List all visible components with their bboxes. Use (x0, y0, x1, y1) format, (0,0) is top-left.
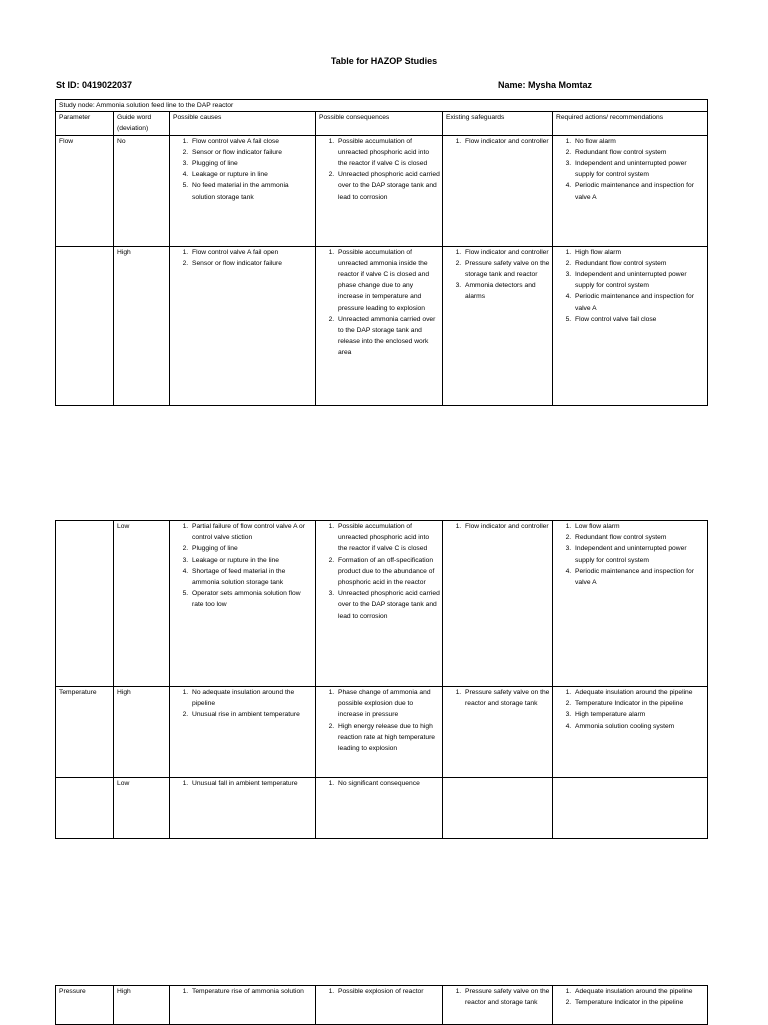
safeguards-cell (443, 135, 553, 246)
actions-list (556, 687, 705, 732)
list-item: 1. Adequate insulation around the pipeline (573, 687, 705, 698)
actions-cell (553, 246, 708, 405)
list-item: 2. Unreacted phosphoric acid carried over to the DAP storage tank and lead to corrosion (336, 169, 440, 203)
causes-cell (170, 687, 316, 778)
list-item: 3. High temperature alarm (573, 709, 705, 720)
safeguards-list (446, 136, 550, 147)
list-item: 3. Leakage or rupture in the line (190, 555, 313, 566)
list-item: 5. Flow control valve fail close (573, 314, 705, 325)
list-item: 2. Redundant flow control system (573, 147, 705, 158)
actions-cell (553, 521, 708, 687)
causes-cell (170, 986, 316, 1025)
list-item: 3. Plugging of line (190, 158, 313, 169)
parameter-cell (56, 521, 114, 687)
consequences-cell (316, 687, 443, 778)
list-item: 2. Unusual rise in ambient temperature (190, 709, 313, 720)
guide-word-cell: No (114, 135, 170, 246)
hazop-table-flow (55, 99, 708, 406)
column-header-guide-word: Guide word (deviation) (114, 112, 170, 135)
guide-word-cell: High (114, 246, 170, 405)
hazop-table-pressure (55, 985, 708, 1025)
list-item: 4. Leakage or rupture in line (190, 169, 313, 180)
table-row (56, 521, 708, 687)
safeguards-list (446, 521, 550, 532)
list-item: 1. Pressure safety valve on the reactor and storage tank (463, 687, 550, 709)
list-item: 2. Formation of an off-specification product due to the abundance of phosphoric acid in the reactor (336, 555, 440, 589)
causes-list (173, 136, 313, 203)
consequences-cell (316, 778, 443, 839)
consequences-list (319, 687, 440, 754)
table-row (56, 778, 708, 839)
list-item: 1. Possible accumulation of unreacted phosphoric acid into the reactor if valve C is closed (336, 521, 440, 555)
guide-word-cell: High (114, 986, 170, 1025)
consequences-cell (316, 135, 443, 246)
list-item: 2. Pressure safety valve on the storage tank and reactor (463, 258, 550, 280)
list-item: 1. Possible explosion of reactor (336, 986, 440, 997)
consequences-list (319, 136, 440, 203)
list-item: 2. Temperature Indicator in the pipeline (573, 997, 705, 1008)
causes-cell (170, 521, 316, 687)
list-item: 2. Plugging of line (190, 543, 313, 554)
safeguards-list (446, 687, 550, 709)
study-node-cell: Study node: Ammonia solution feed line to the DAP reactor (56, 100, 708, 112)
parameter-cell (56, 778, 114, 839)
list-item: 1. High flow alarm (573, 247, 705, 258)
consequences-list (319, 247, 440, 359)
parameter-cell (56, 246, 114, 405)
list-item: 1. Flow indicator and controller (463, 521, 550, 532)
list-item: 2. Redundant flow control system (573, 258, 705, 269)
column-header-safeguards: Existing safeguards (443, 112, 553, 135)
list-item: 2. Sensor or flow indicator failure (190, 147, 313, 158)
guide-word-cell: Low (114, 778, 170, 839)
document-title: Table for HAZOP Studies (330, 56, 438, 66)
list-item: 1. Flow control valve A fail open (190, 247, 313, 258)
list-item: 4. Periodic maintenance and inspection for valve A (573, 566, 705, 588)
causes-cell (170, 135, 316, 246)
table-row (56, 687, 708, 778)
safeguards-cell (443, 986, 553, 1025)
list-item: 2. Redundant flow control system (573, 532, 705, 543)
list-item: 2. Sensor or flow indicator failure (190, 258, 313, 269)
safeguards-list (446, 247, 550, 303)
consequences-cell (316, 246, 443, 405)
list-item: 1. Partial failure of flow control valve A or control valve stiction (190, 521, 313, 543)
column-header-causes: Possible causes (170, 112, 316, 135)
list-item: 3. Ammonia detectors and alarms (463, 280, 550, 302)
list-item: 3. Independent and uninterrupted power supply for control system (573, 158, 705, 180)
list-item: 1. Pressure safety valve on the reactor and storage tank (463, 986, 550, 1008)
header-row (56, 112, 708, 135)
list-item: 1. Unusual fall in ambient temperature (190, 778, 313, 789)
causes-list (173, 247, 313, 269)
list-item: 4. Ammonia solution cooling system (573, 721, 705, 732)
table-row (56, 135, 708, 246)
list-item: 4. Periodic maintenance and inspection for valve A (573, 180, 705, 202)
parameter-cell: Pressure (56, 986, 114, 1025)
safeguards-cell (443, 687, 553, 778)
guide-word-cell: Low (114, 521, 170, 687)
actions-list (556, 521, 705, 588)
consequences-list (319, 778, 440, 789)
list-item: 2. High energy release due to high reaction rate at high temperature leading to explosion (336, 721, 440, 755)
table-row (56, 246, 708, 405)
list-item: 4. Shortage of feed material in the ammonia solution storage tank (190, 566, 313, 588)
list-item: 2. Temperature Indicator in the pipeline (573, 698, 705, 709)
parameter-cell: Flow (56, 135, 114, 246)
column-header-consequences: Possible consequences (316, 112, 443, 135)
list-item: 5. No feed material in the ammonia solution storage tank (190, 180, 313, 202)
safeguards-cell (443, 778, 553, 839)
list-item: 1. No significant consequence (336, 778, 440, 789)
causes-list (173, 986, 313, 997)
parameter-cell: Temperature (56, 687, 114, 778)
actions-cell (553, 986, 708, 1025)
hazop-table-flow-temperature (55, 520, 708, 839)
list-item: 3. Independent and uninterrupted power supply for control system (573, 543, 705, 565)
causes-cell (170, 778, 316, 839)
consequences-list (319, 986, 440, 997)
causes-cell (170, 246, 316, 405)
list-item: 1. Temperature rise of ammonia solution (190, 986, 313, 997)
actions-list (556, 247, 705, 325)
list-item: 1. Phase change of ammonia and possible explosion due to increase in pressure (336, 687, 440, 721)
table-row (56, 986, 708, 1025)
list-item: 3. Independent and uninterrupted power supply for control system (573, 269, 705, 291)
column-header-actions: Required actions/ recommendations (553, 112, 708, 135)
causes-list (173, 521, 313, 611)
list-item: 2. Unreacted ammonia carried over to the DAP storage tank and release into the enclosed work area (336, 314, 440, 359)
student-name: Name: Mysha Momtaz (498, 80, 593, 90)
consequences-cell (316, 521, 443, 687)
list-item: 1. Low flow alarm (573, 521, 705, 532)
causes-list (173, 687, 313, 721)
actions-list (556, 136, 705, 203)
study-node-row (56, 100, 708, 112)
actions-list (556, 986, 705, 1008)
list-item: 1. Possible accumulation of unreacted ammonia inside the reactor if valve C is closed and phase change due to any increase in temperature and pressure leading to explosion (336, 247, 440, 314)
actions-cell (553, 687, 708, 778)
safeguards-list (446, 986, 550, 1008)
list-item: 5. Operator sets ammonia solution flow rate too low (190, 588, 313, 610)
column-header-parameter: Parameter (56, 112, 114, 135)
list-item: 1. Adequate insulation around the pipeline (573, 986, 705, 997)
safeguards-cell (443, 246, 553, 405)
list-item: 1. Flow indicator and controller (463, 136, 550, 147)
list-item: 1. No adequate insulation around the pipeline (190, 687, 313, 709)
list-item: 4. Periodic maintenance and inspection for valve A (573, 291, 705, 313)
list-item: 1. Flow indicator and controller (463, 247, 550, 258)
causes-list (173, 778, 313, 789)
consequences-list (319, 521, 440, 622)
list-item: 1. Flow control valve A fail close (190, 136, 313, 147)
actions-cell (553, 135, 708, 246)
consequences-cell (316, 986, 443, 1025)
safeguards-cell (443, 521, 553, 687)
list-item: 3. Unreacted phosphoric acid carried over to the DAP storage tank and lead to corrosion (336, 588, 440, 622)
guide-word-cell: High (114, 687, 170, 778)
list-item: 1. Possible accumulation of unreacted phosphoric acid into the reactor if valve C is closed (336, 136, 440, 170)
list-item: 1. No flow alarm (573, 136, 705, 147)
actions-cell (553, 778, 708, 839)
student-id: St ID: 0419022037 (56, 80, 133, 90)
